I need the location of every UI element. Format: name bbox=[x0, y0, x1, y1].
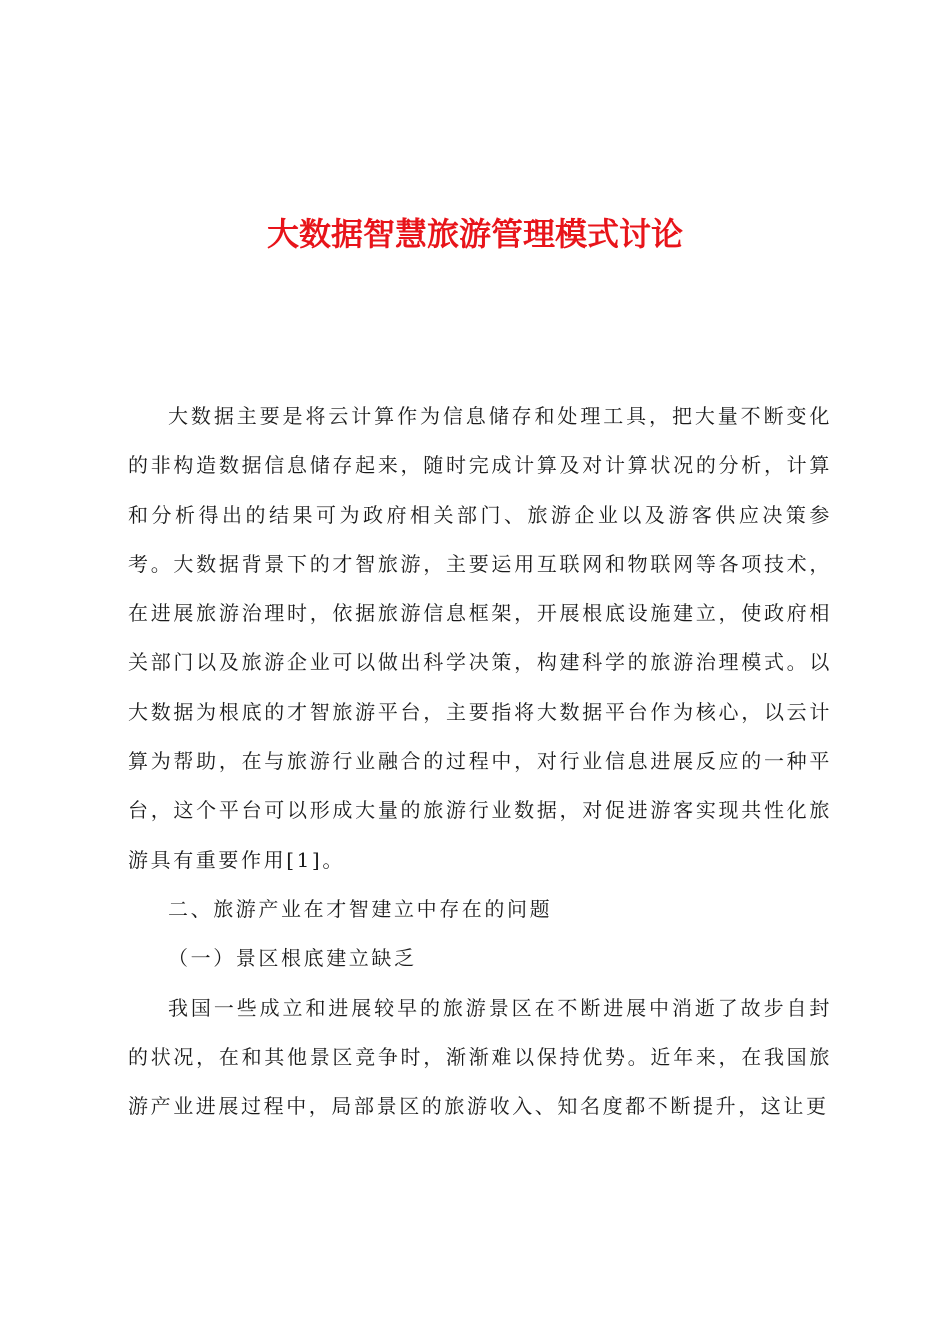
document-title: 大数据智慧旅游管理模式讨论 bbox=[266, 215, 683, 253]
body-paragraph-2: 我国一些成立和进展较早的旅游景区在不断进展中消逝了故步自封的状况，在和其他景区竞争时，渐渐难以保持优势。近年来，在我国旅游产业进展过程中，局部景区的旅游收入、知名度都不断提升，这让更 bbox=[128, 995, 832, 1119]
section-heading: 二、旅游产业在才智建立中存在的问题 bbox=[168, 896, 553, 921]
document-body bbox=[128, 392, 832, 1131]
body-paragraph: 大数据主要是将云计算作为信息储存和处理工具，把大量不断变化的非构造数据信息储存起来，随时完成计算及对计算状况的分析，计算和分析得出的结果可为政府相关部门、旅游企业以及游客供应决策参考。大数据背景下的才智旅游，主要运用互联网和物联网等各项技术，在进展旅游治理时，依据旅游信息框架，开展根底设施建立，使政府相关部门以及旅游企业可以做出科学决策，构建科学的旅游治理模式。以大数据为根底的才智旅游平台，主要指将大数据平台作为核心，以云计算为帮助，在与旅游行业融合的过程中，对行业信息进展反应的一种平台，这个平台可以形成大量的旅游行业数据，对促进游客实现共性化旅游具有重要作用[1]。 bbox=[128, 404, 832, 872]
subsection-heading: （一）景区根底建立缺乏 bbox=[168, 946, 417, 971]
